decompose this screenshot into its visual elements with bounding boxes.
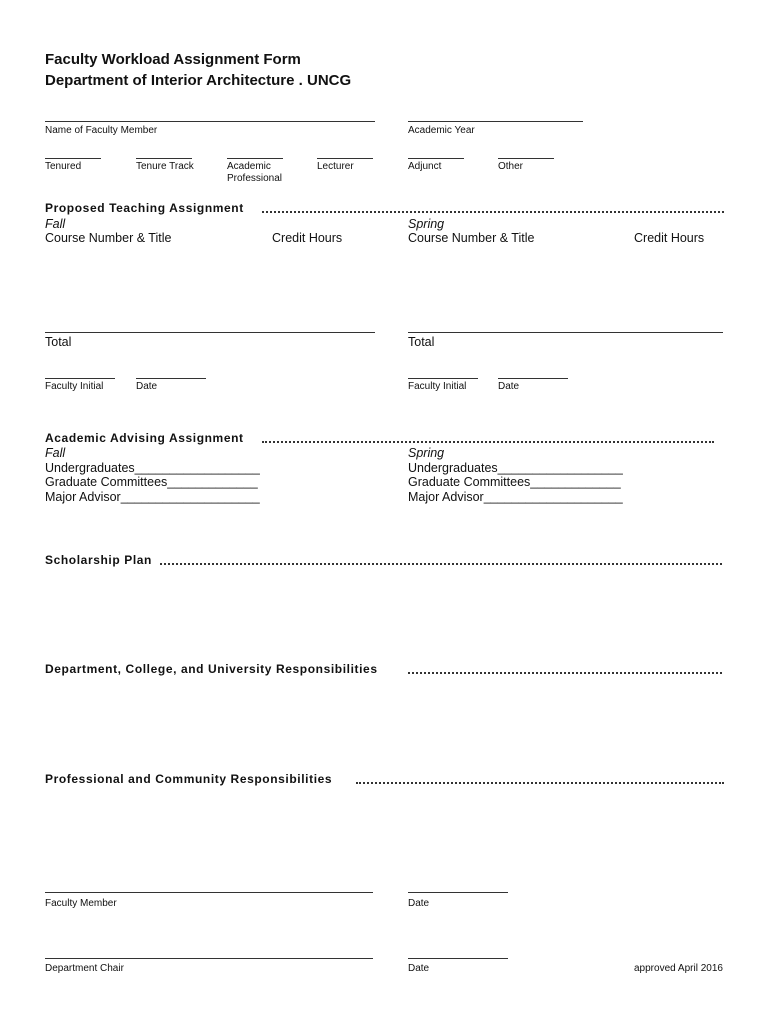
spring-major-advisor-field[interactable]: Major Advisor____________________	[408, 490, 623, 504]
spring-initial-line[interactable]	[408, 378, 478, 379]
faculty-member-label: Faculty Member	[45, 898, 117, 909]
fall-credit-header: Credit Hours	[272, 231, 343, 245]
approved-note: approved April 2016	[634, 963, 723, 974]
tenure-track-label: Tenure Track	[136, 161, 194, 172]
professional-leader-dots	[356, 782, 724, 784]
teaching-fall-label: Fall	[45, 217, 66, 231]
teaching-heading: Proposed Teaching Assignment	[45, 201, 244, 215]
tenured-label: Tenured	[45, 161, 82, 172]
name-label: Name of Faculty Member	[45, 125, 158, 136]
academic-professional-line[interactable]	[227, 158, 283, 159]
spring-total-label: Total	[408, 335, 435, 349]
teaching-leader-dots	[262, 211, 724, 213]
fall-total-line[interactable]	[45, 332, 375, 333]
form-subtitle: Department of Interior Architecture . UNCG	[45, 72, 352, 89]
department-leader-dots	[408, 672, 722, 674]
scholarship-heading: Scholarship Plan	[45, 553, 152, 567]
lecturer-label: Lecturer	[317, 161, 354, 172]
adjunct-label: Adjunct	[408, 161, 442, 172]
tenured-line[interactable]	[45, 158, 101, 159]
spring-initial-label: Faculty Initial	[408, 381, 467, 392]
fall-undergraduates-field[interactable]: Undergraduates__________________	[45, 461, 260, 475]
advising-leader-dots	[262, 441, 714, 443]
spring-date-line[interactable]	[498, 378, 568, 379]
fall-date-label: Date	[136, 381, 158, 392]
advising-spring-label: Spring	[408, 446, 445, 460]
professional-label: Professional	[227, 173, 283, 184]
scholarship-leader-dots	[160, 563, 722, 565]
spring-credit-header: Credit Hours	[634, 231, 705, 245]
form-title: Faculty Workload Assignment Form	[45, 51, 301, 68]
teaching-spring-label: Spring	[408, 217, 445, 231]
faculty-date-label: Date	[408, 898, 430, 909]
fall-total-label: Total	[45, 335, 72, 349]
tenure-track-line[interactable]	[136, 158, 192, 159]
spring-total-line[interactable]	[408, 332, 723, 333]
department-chair-label: Department Chair	[45, 963, 124, 974]
fall-date-line[interactable]	[136, 378, 206, 379]
faculty-date-line[interactable]	[408, 892, 508, 893]
fall-initial-label: Faculty Initial	[45, 381, 104, 392]
academic-label: Academic	[227, 161, 271, 172]
academic-year-line[interactable]	[408, 121, 583, 122]
spring-course-header: Course Number & Title	[408, 231, 535, 245]
fall-initial-line[interactable]	[45, 378, 115, 379]
name-line[interactable]	[45, 121, 375, 122]
advising-heading: Academic Advising Assignment	[45, 431, 244, 445]
fall-course-header: Course Number & Title	[45, 231, 172, 245]
lecturer-line[interactable]	[317, 158, 373, 159]
spring-date-label: Date	[498, 381, 520, 392]
professional-heading: Professional and Community Responsibilities	[45, 772, 333, 786]
faculty-signature-line[interactable]	[45, 892, 373, 893]
spring-graduate-committees-field[interactable]: Graduate Committees_____________	[408, 475, 621, 489]
chair-signature-line[interactable]	[45, 958, 373, 959]
chair-date-label: Date	[408, 963, 430, 974]
fall-graduate-committees-field[interactable]: Graduate Committees_____________	[45, 475, 258, 489]
department-heading: Department, College, and University Responsibilities	[45, 662, 378, 676]
advising-fall-label: Fall	[45, 446, 66, 460]
spring-undergraduates-field[interactable]: Undergraduates__________________	[408, 461, 623, 475]
other-line[interactable]	[498, 158, 554, 159]
adjunct-line[interactable]	[408, 158, 464, 159]
chair-date-line[interactable]	[408, 958, 508, 959]
fall-major-advisor-field[interactable]: Major Advisor____________________	[45, 490, 260, 504]
academic-year-label: Academic Year	[408, 125, 475, 136]
other-label: Other	[498, 161, 524, 172]
